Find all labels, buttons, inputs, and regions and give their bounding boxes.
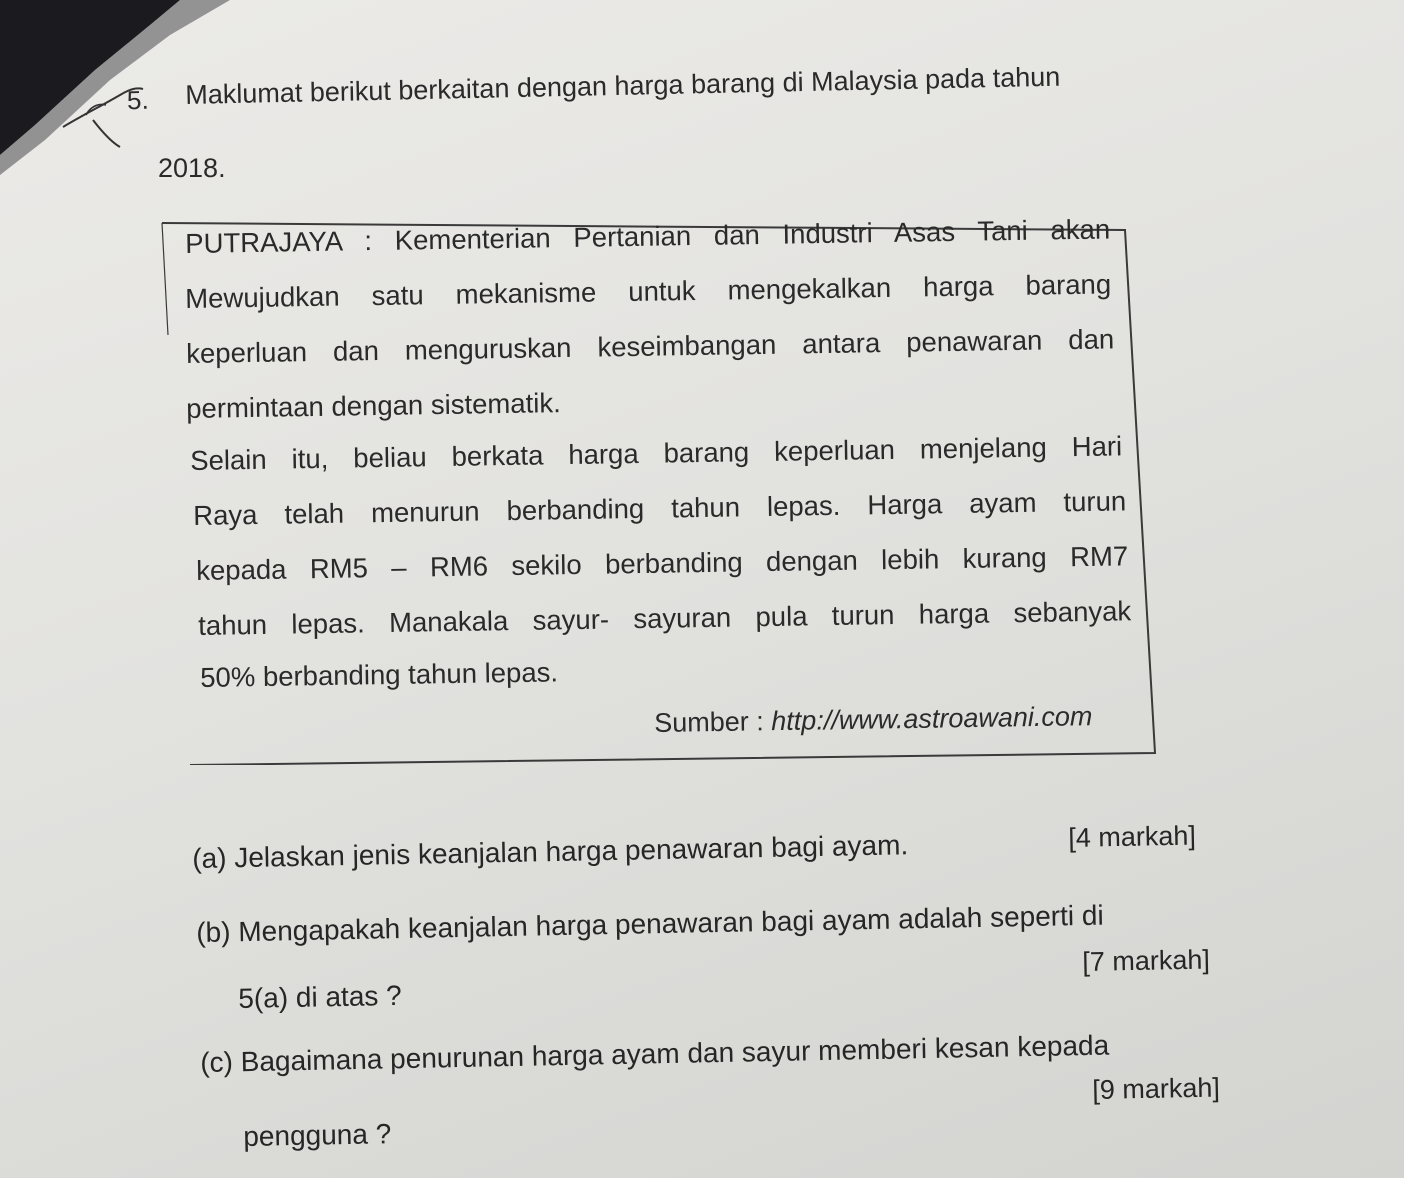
question-part-c: (c) Bagaimana penurunan harga ayam dan sayur memberi kesan kepada	[200, 1029, 1110, 1078]
question-part-a: (a) Jelaskan jenis keanjalan harga penawaran bagi ayam.	[192, 829, 909, 874]
question-part-b: (b) Mengapakah keanjalan harga penawaran bagi ayam adalah seperti di	[196, 899, 1104, 948]
source-label: Sumber :	[654, 706, 772, 738]
news-line: Mewujudkan satu mekanisme untuk mengekalkan harga barang	[185, 268, 1112, 314]
source-url: http://www.astroawani.com	[771, 701, 1093, 737]
news-line: Selain itu, beliau berkata harga barang keperluan menjelang Hari	[190, 430, 1123, 476]
marks-part-a: [4 markah]	[1068, 820, 1197, 853]
marks-part-b: [7 markah]	[1082, 944, 1211, 977]
news-line: permintaan dengan sistematik.	[186, 387, 561, 424]
news-line: kepada RM5 – RM6 sekilo berbanding dengan lebih kurang RM7	[196, 540, 1129, 586]
news-line: Raya telah menurun berbanding tahun lepas. Harga ayam turun	[193, 485, 1127, 531]
news-line: 50% berbanding tahun lepas.	[200, 656, 559, 693]
news-line: keperluan dan menguruskan keseimbangan antara penawaran dan	[186, 323, 1115, 369]
question-part-b-cont: 5(a) di atas ?	[238, 979, 402, 1014]
question-number: 5.	[126, 84, 150, 116]
intro-text-line1: Maklumat berikut berkaitan dengan harga barang di Malaysia pada tahun	[185, 61, 1061, 110]
news-line: PUTRAJAYA : Kementerian Pertanian dan Industri Asas Tani akan	[185, 213, 1111, 259]
news-line: tahun lepas. Manakala sayur- sayuran pula turun harga sebanyak	[198, 595, 1132, 641]
intro-text-line2: 2018.	[158, 153, 226, 183]
question-part-c-cont: pengguna ?	[243, 1118, 392, 1152]
marks-part-c: [9 markah]	[1092, 1072, 1221, 1105]
tick-mark-icon	[58, 75, 168, 150]
